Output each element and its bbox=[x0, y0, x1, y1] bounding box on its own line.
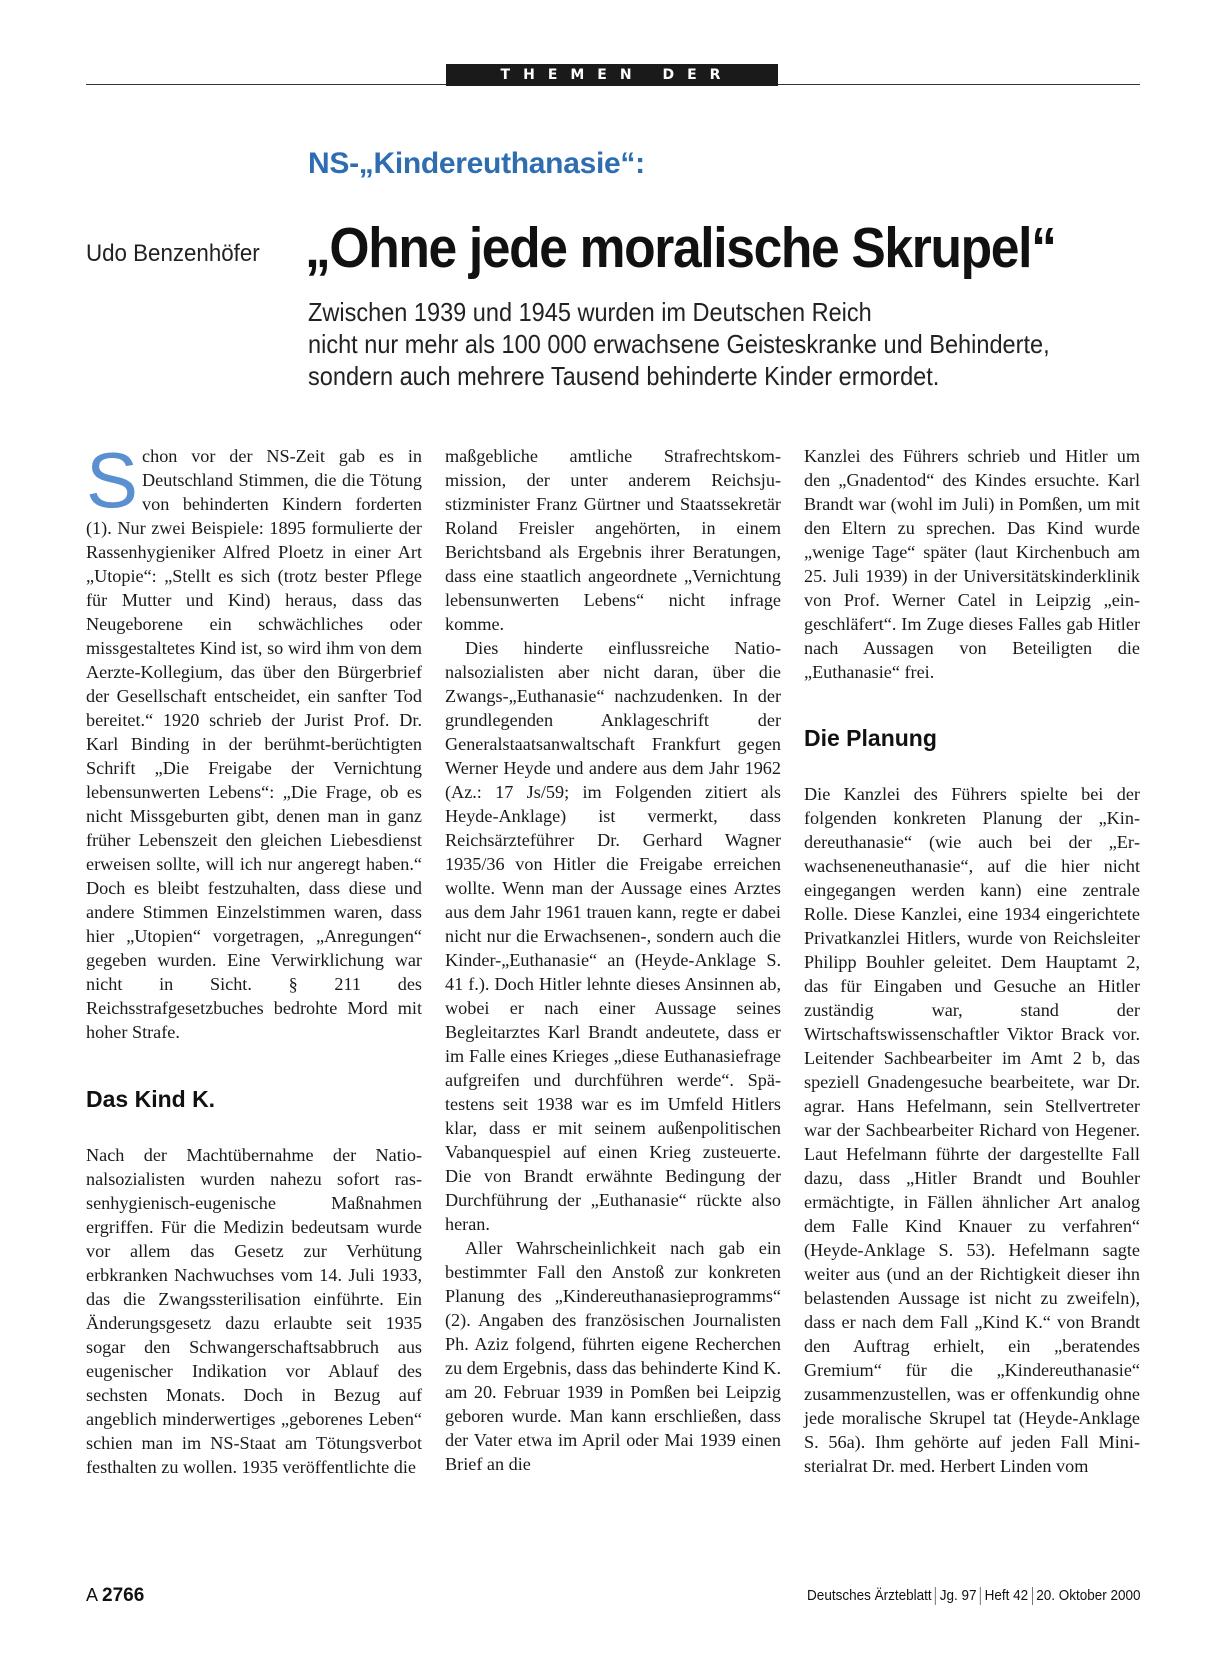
page-prefix: A bbox=[86, 1585, 98, 1605]
drop-cap: S bbox=[86, 436, 139, 524]
article-kicker: NS-„Kindereuthanasie“: bbox=[308, 147, 645, 180]
journal-footer bbox=[807, 1587, 1141, 1605]
text-column-2 bbox=[445, 444, 781, 1476]
article-deck bbox=[308, 296, 1086, 392]
page-number bbox=[86, 1585, 144, 1607]
journal-volume: Jg. 97 bbox=[940, 1587, 977, 1604]
deck-line: sondern auch mehrere Tausend behinderte Kinder ermordet. bbox=[308, 361, 940, 391]
body-paragraph: Dies hinderte einflussreiche Nationalsozialisten aber nicht daran, über die Zwangs-„Euthanasie“ nachzudenken. In der grundlegenden Anklageschrift der Generalstaatsanwaltschaft Frankfurt gegen Werner Heyde und andere aus dem Jahr 1962 (Az.: 17 Js/59; im Folgenden zitiert als Heyde-Anklage) ist vermerkt, dass Reichsärzteführer Dr. Gerhard Wagner 1935/36 von Hitler die Freigabe erreichen wollte. Wenn man der Aussage eines Arztes aus dem Jahr 1961 trauen kann, regte er dabei nicht nur die Erwachsenen-, sondern auch die Kinder-„Euthanasie“ an (Heyde-Anklage S. 41 f.). Doch Hitler lehnte dieses Ansinnen ab, wobei er nach einer Aussage seines Begleitarztes Karl Brandt andeutete, dass er im Falle eines Krieges „diese Euthanasiefrage aufgreifen und durchführen werde“. Spätestens seit 1938 war es im Umfeld Hitlers klar, dass er mit seinem außenpolitischen Vabanquespiel auf einen Krieg zusteuerte. Die von Brandt erwähnte Bedingung der Durchführung der „Euthanasie“ rückte also heran. bbox=[445, 638, 781, 1234]
section-tag: THEMEN DER ZEIT bbox=[446, 64, 778, 86]
footer-divider bbox=[1032, 1587, 1033, 1605]
journal-name: Deutsches Ärzteblatt bbox=[807, 1587, 933, 1604]
body-paragraph: Aller Wahrscheinlichkeit nach gab ein bestimmter Fall den Anstoß zur konkreten Planung des „Kindereuthanasieprogramms“ (2). Angaben des französischen Journalisten Ph. Aziz folgend, führten eigene Recherchen zu dem Ergebnis, dass das behinderte Kind K. am 20. Februar 1939 in Pomßen bei Leipzig geboren wurde. Man kann erschließen, dass der Vater etwa im April oder Mai 1939 einen Brief an die bbox=[445, 1238, 781, 1474]
deck-line: nicht nur mehr als 100 000 erwachsene Geisteskranke und Behinderte, bbox=[308, 329, 1050, 359]
body-paragraph: Die Kanzlei des Führers spielte bei der folgenden konkreten Planung der „Kindereuthanasie“ (wie auch bei der „Erwachseneneuthanasie“, auf die hier nicht eingegangen werden kann) eine zentrale Rolle. Diese Kanzlei, eine 1934 eingerichtete Privatkanzlei Hitlers, wurde von Reichsleiter Philipp Bouhler geleitet. Dem Hauptamt 2, das für Eingaben und Gesuche an Hitler zuständig war, stand der Wirtschaftswissenschaftler Viktor Brack vor. Leitender Sachbearbeiter im Amt 2 b, das speziell Gnadengesuche bearbeitete, war Dr. agrar. Hans Hefelmann, sein Stellvertreter war der Sachbearbeiter Richard von Hegener. Laut Hefelmann führte der dargestellte Fall dazu, dass „Hitler Brandt und Bouhler ermächtigte, in Fällen ähnlicher Art analog dem Falle Kind Knauer zu verfahren“ (Heyde-Anklage S. 53). Hefelmann sagte weiter aus (und an der Richtigkeit dieser ihn belastenden Aussage ist nicht zu zweifeln), dass er nach dem Fall „Kind K.“ von Brandt den Auftrag erhielt, ein „beratendes Gremium“ für die „Kindereuthanasie“ zusammenzustellen, was er offenkundig ohne jede moralische Skrupel tat (Heyde-Anklage S. 56a). Ihm gehörte auf jeden Fall Ministerialrat Dr. med. Herbert Linden vom bbox=[804, 784, 1140, 1476]
text-column-1 bbox=[86, 436, 422, 1479]
body-paragraph: Kanzlei des Führers schrieb und Hitler um den „Gnadentod“ des Kindes ersuchte. Karl Brandt war (wohl im Juli) in Pomßen, um mit den Eltern zu sprechen. Das Kind wurde „wenige Tage“ später (laut Kirchenbuch am 25. Juli 1939) in der Universitätskinderklinik von Prof. Werner Catel in Leipzig „eingeschläfert“. Im Zuge dieses Falles gab Hitler nach Aussagen von Beteiligten die „Euthanasie“ frei. bbox=[804, 446, 1140, 682]
journal-issue: Heft 42 bbox=[985, 1587, 1029, 1604]
body-paragraph: Nach der Machtübernahme der Nationalsozialisten wurden nahezu sofort rassenhygienisch-eugenische Maßnahmen ergriffen. Für die Medizin bedeutsam wurde vor allem das Gesetz zur Verhütung erbkranken Nachwuchses vom 14. Juli 1933, das die Zwangssterilisation einführte. Ein Änderungsgesetz dazu erlaubte seit 1935 sogar den Schwangerschaftsabbruch aus eugenischer Indikation vor Ablauf des sechsten Monats. Doch in Bezug auf angeblich minderwertiges „geborenes Leben“ schien man im NS-Staat am Tötungsverbot festhalten zu wollen. 1935 veröffentlichte die bbox=[86, 1145, 422, 1477]
journal-date: 20. Oktober 2000 bbox=[1036, 1587, 1141, 1604]
deck-line: Zwischen 1939 und 1945 wurden im Deutschen Reich bbox=[308, 297, 872, 327]
page-number-value: 2766 bbox=[102, 1585, 145, 1606]
subhead-das-kind-k: Das Kind K. bbox=[86, 1086, 216, 1112]
text-column-3 bbox=[804, 444, 1140, 1478]
footer-divider bbox=[981, 1587, 982, 1605]
footer-divider bbox=[936, 1587, 937, 1605]
body-paragraph: maßgebliche amtliche Strafrechtskommission, der unter anderem Reichsjustizminister Franz Gürtner und Staatssekretär Roland Freisler angehörten, in einem Berichtsband als Ergebnis ihrer Beratungen, dass eine staatlich angeordnete „Vernichtung lebensunwerten Lebens“ nicht infrage komme. bbox=[445, 446, 781, 634]
subhead-die-planung: Die Planung bbox=[804, 725, 937, 751]
article-author: Udo Benzenhöfer bbox=[86, 240, 260, 267]
article-headline: „Ohne jede moralische Skrupel“ bbox=[305, 216, 1056, 280]
body-paragraph: Schon vor der NS-Zeit gab es in Deutschland Stimmen, die die Tötung von behinderten Kindern forderten (1). Nur zwei Beispiele: 1895 formulierte der Rassenhygieniker Alfred Ploetz in einer Art „Utopie“: „Stellt es sich (trotz bester Pflege für Mutter und Kind) heraus, dass das Neugeborene ein schwächliches oder missgestaltetes Kind ist, so wird ihm von dem Aerzte-Kollegium, das über den Bürgerbrief der Gesellschaft entscheidet, ein sanfter Tod bereitet.“ 1920 schrieb der Jurist Prof. Dr. Karl Binding in der berühmt-berüchtigten Schrift „Die Freigabe der Vernichtung lebensunwerten Lebens“: „Die Frage, ob es nicht Missgeburten gibt, denen man in ganz früher Lebenszeit den gleichen Liebesdienst erweisen sollte, will ich nur angeregt haben.“ Doch es bleibt festzuhalten, dass diese und andere Stimmen Einzelstimmen waren, dass hier „Utopien“ vorgetragen, „Anregungen“ gegeben wurden. Eine Verwirklichung war nicht in Sicht. § 211 des Reichsstrafgesetzbuches bedrohte Mord mit hoher Strafe. bbox=[86, 436, 422, 1042]
